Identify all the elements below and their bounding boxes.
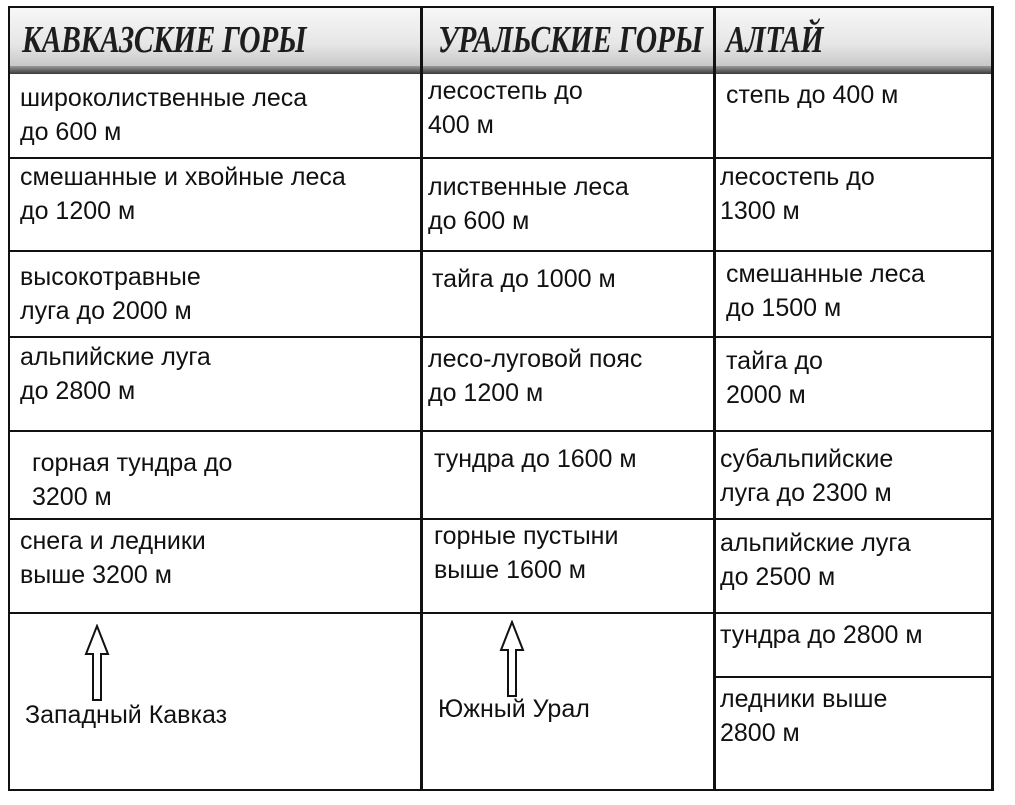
altai-zone-5: субальпийские луга до 2300 м	[720, 445, 894, 507]
grid-line	[8, 157, 994, 159]
up-arrow-icon	[84, 624, 110, 702]
ural-caption: Южный Урал	[438, 695, 590, 723]
grid-line	[8, 6, 10, 791]
grid-line	[8, 430, 994, 432]
ural-zone-2: лиственные леса до 600 м	[428, 173, 629, 235]
caucasus-zone-6: снега и ледники выше 3200 м	[20, 527, 206, 589]
grid-line	[8, 250, 994, 252]
header-ural: УРАЛЬСКИЕ ГОРЫ	[438, 19, 703, 61]
altai-zone-4: тайга до 2000 м	[726, 347, 823, 409]
ural-zone-3: тайга до 1000 м	[432, 265, 616, 293]
up-arrow-icon	[499, 620, 525, 698]
grid-line	[991, 6, 994, 791]
header-caucasus: КАВКАЗСКИЕ ГОРЫ	[22, 19, 307, 61]
grid-line	[8, 789, 994, 791]
grid-line	[8, 336, 994, 338]
header-altai: АЛТАЙ	[726, 19, 824, 61]
grid-line	[8, 6, 994, 8]
caucasus-zone-5: горная тундра до 3200 м	[32, 449, 233, 511]
grid-line	[420, 6, 423, 791]
caucasus-zone-3: высокотравные луга до 2000 м	[20, 263, 201, 325]
altai-zone-8: ледники выше 2800 м	[720, 685, 888, 747]
altai-zone-1: степь до 400 м	[726, 81, 899, 109]
grid-line	[8, 612, 994, 614]
ural-zone-5: тундра до 1600 м	[434, 445, 637, 473]
ural-zone-1: лесостепь до 400 м	[428, 77, 583, 139]
altai-zone-3: смешанные леса до 1500 м	[726, 260, 925, 322]
altai-zone-7: тундра до 2800 м	[720, 621, 923, 649]
ural-zone-4: лесо-луговой пояс до 1200 м	[428, 345, 643, 407]
caucasus-zone-2: смешанные и хвойные леса до 1200 м	[20, 163, 346, 225]
grid-line	[713, 6, 716, 791]
altai-zone-2: лесостепь до 1300 м	[720, 163, 875, 225]
ural-zone-6: горные пустыни выше 1600 м	[434, 522, 619, 584]
grid-line	[713, 676, 994, 678]
altai-zone-6: альпийские луга до 2500 м	[720, 529, 911, 591]
caucasus-zone-1: широколиственные леса до 600 м	[20, 84, 308, 146]
header-shadow	[8, 66, 993, 74]
caucasus-caption: Западный Кавказ	[25, 701, 228, 729]
caucasus-zone-4: альпийские луга до 2800 м	[20, 343, 211, 405]
